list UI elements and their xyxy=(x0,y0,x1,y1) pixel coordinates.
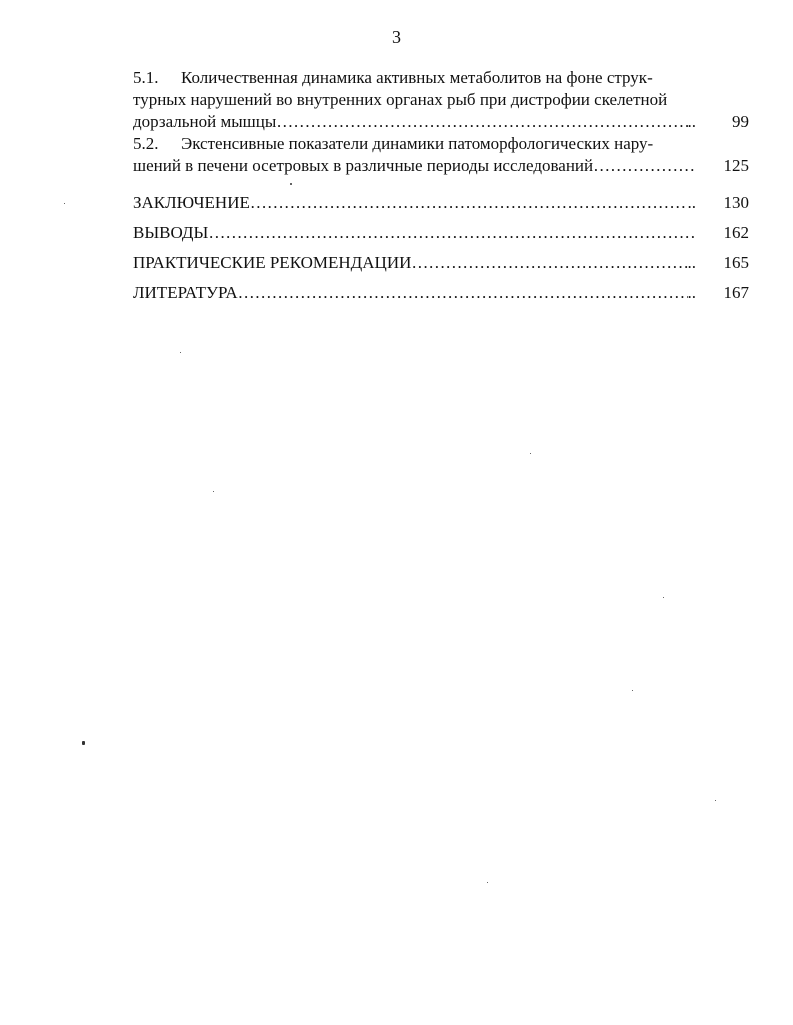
toc-entry-title: ЛИТЕРАТУРА xyxy=(133,283,238,302)
toc-entry-title: ПРАКТИЧЕСКИЕ РЕКОМЕНДАЦИИ xyxy=(133,253,412,272)
table-of-contents xyxy=(133,67,749,304)
scan-speck xyxy=(632,690,633,691)
dot-leader xyxy=(411,252,687,274)
toc-page-number: 99 xyxy=(732,112,749,131)
scan-speck xyxy=(487,882,488,883)
toc-entry-title: ЗАКЛЮЧЕНИЕ xyxy=(133,193,250,212)
scan-speck xyxy=(530,453,531,454)
toc-entry-findings xyxy=(133,222,749,244)
scan-speck xyxy=(82,741,85,745)
toc-page-number: 125 xyxy=(723,156,749,175)
dot-leader xyxy=(276,111,687,133)
section-number: 5.2. xyxy=(133,134,159,153)
toc-entry-5-1 xyxy=(133,67,749,133)
scan-speck xyxy=(64,203,65,204)
toc-entry-line: дорзальной мышцы xyxy=(133,112,277,131)
toc-entry-text xyxy=(133,133,696,155)
scan-speck xyxy=(180,352,181,353)
toc-page-number: 167 xyxy=(723,283,749,302)
dot-leader xyxy=(208,222,696,244)
toc-entry-title: ВЫВОДЫ xyxy=(133,223,209,242)
toc-entry-conclusion: ЗАКЛЮЧЕНИЕ ………………………………………………………………………………………………………………………………………………………………………………………… .. 130 xyxy=(133,192,749,214)
toc-entry-line: Количественная динамика активных метаболитов на фоне струк- xyxy=(181,68,653,87)
page-number: 3 xyxy=(392,27,401,47)
toc-page-number: 162 xyxy=(723,223,749,242)
dot-leader xyxy=(593,155,696,177)
scan-speck xyxy=(715,800,716,801)
toc-entry-recommendations: ПРАКТИЧЕСКИЕ РЕКОМЕНДАЦИИ ………………………………………………………………………………………………………………………………………………………………………………………… .. 165 xyxy=(133,252,749,274)
dot-leader xyxy=(250,192,688,214)
toc-entry-line: шений в печени осетровых в различные периоды исследований xyxy=(133,156,594,175)
section-number: 5.1. xyxy=(133,68,159,87)
toc-entry-literature: ЛИТЕРАТУРА ………………………………………………………………………………………………………………………………………………………………………………………… .. 167 xyxy=(133,282,749,304)
toc-page-number: 130 xyxy=(723,193,749,212)
toc-entry-line: турных нарушений во внутренних органах рыб при дистрофии скелетной xyxy=(133,90,668,109)
dot-leader xyxy=(238,282,688,304)
scan-speck xyxy=(663,597,664,598)
scan-speck xyxy=(290,183,292,185)
toc-entry-5-2 xyxy=(133,133,749,177)
toc-entry-line: Экстенсивные показатели динамики патоморфологических нару- xyxy=(181,134,654,153)
toc-page-number: 165 xyxy=(723,253,749,272)
toc-entry-text xyxy=(133,67,696,89)
toc-entry-leader: дорзальной мышцы ………………………………………………………………………………………………………………………………………………………………………………………… .. xyxy=(133,111,696,133)
scan-speck xyxy=(213,491,214,492)
toc-entry-leader xyxy=(133,155,696,177)
